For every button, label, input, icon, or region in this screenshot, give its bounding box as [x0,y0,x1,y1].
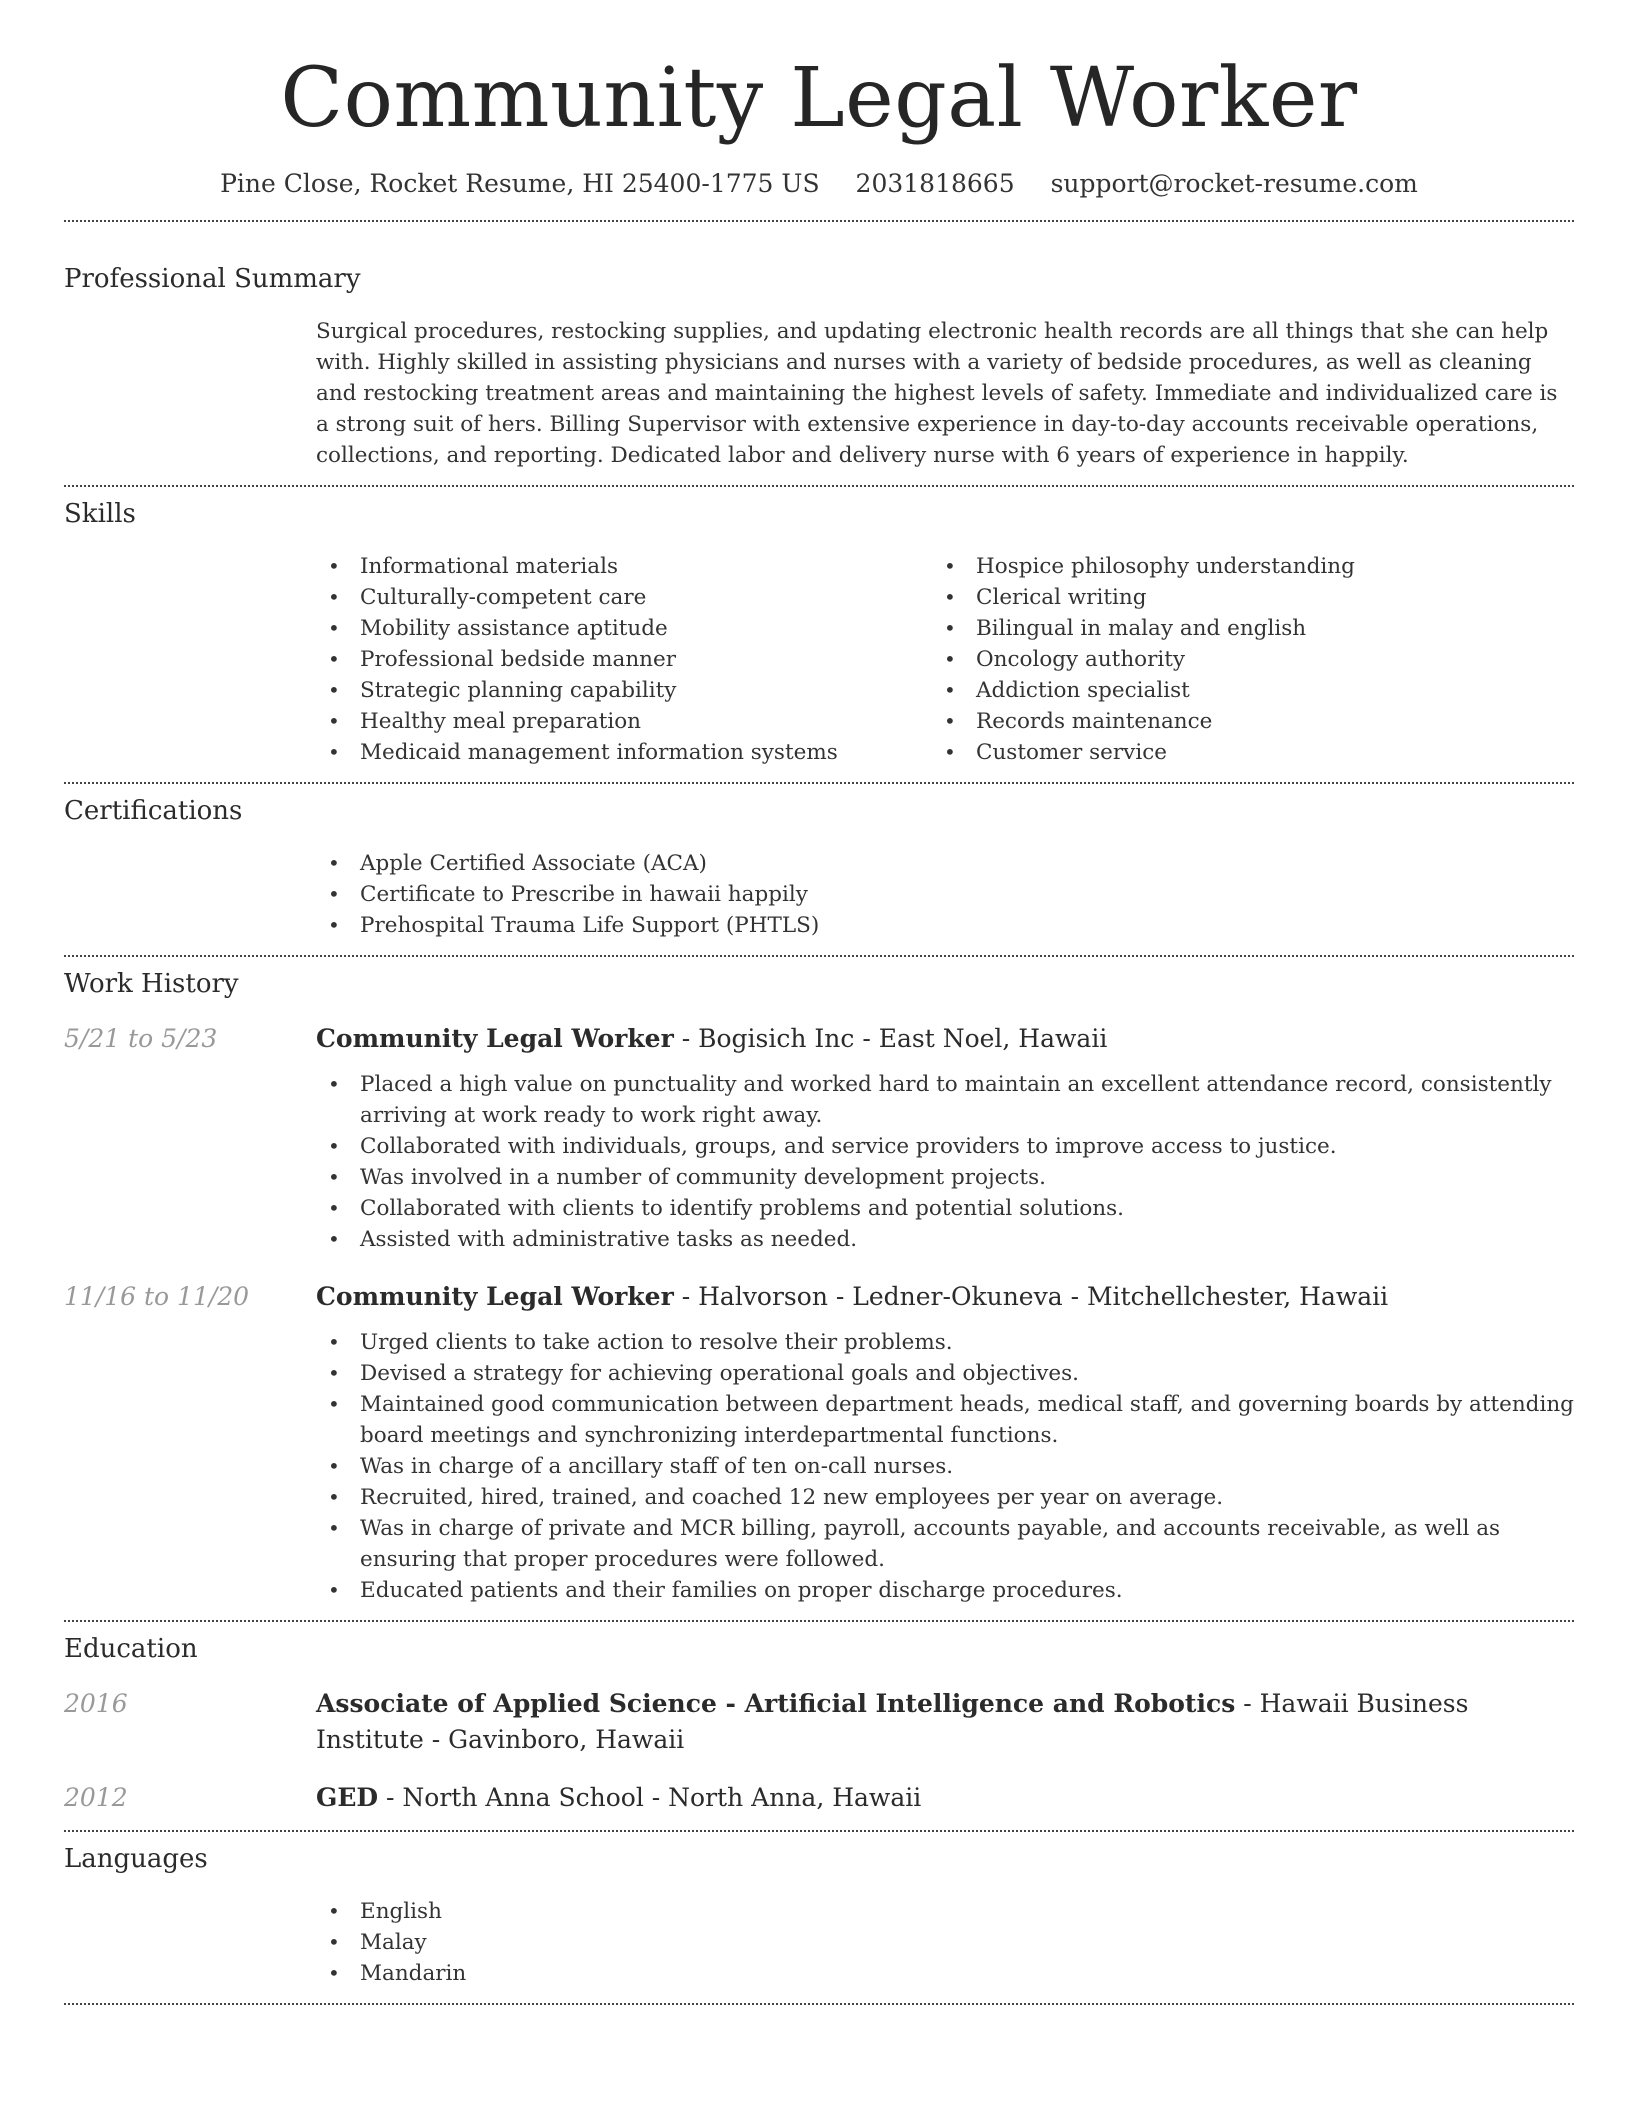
education-school-location: - Hawaii Business Institute - Gavinboro, Hawaii [316,1689,1469,1754]
education-title: Education [64,1634,198,1664]
job-heading [316,1021,1574,1057]
language-item: • Malay [316,1927,1574,1958]
certification-item: • Certificate to Prescribe in hawaii happily [316,879,1574,910]
summary-text: Surgical procedures, restocking supplies, and updating electronic health records are all things that she can help with. Highly skilled in assisting physicians and nurses with a variety of bedside procedures, as well as cleaning and restocking treatment areas and maintaining the highest levels of safety. Immediate and individualized care is a strong suit of hers. Billing Supervisor with extensive experience in day-to-day accounts receivable operations, collections, and reporting. Dedicated labor and delivery nurse with 6 years of experience in happily. [316,319,1558,468]
job-bullet: • Educated patients and their families on proper discharge procedures. [316,1575,1574,1606]
job-bullets [316,1069,1574,1255]
certifications-section [64,784,1574,955]
contact-address: Pine Close, Rocket Resume, HI 25400-1775 US [220,169,820,198]
summary-section [64,222,1574,485]
skills-section [64,487,1574,782]
skill-item: • Customer service [932,737,1548,768]
education-body [316,1780,1574,1816]
skills-grid [316,551,1574,768]
languages-section [64,1832,1574,2003]
job-dates: 5/21 to 5/23 [64,1024,218,1053]
education-degree: Associate of Applied Science - Artificial Intelligence and Robotics [316,1689,1236,1718]
job-body [316,1021,1574,1255]
contact-email: support@rocket-resume.com [1050,169,1418,198]
education-school-location: - North Anna School - North Anna, Hawaii [378,1783,922,1812]
skill-item: • Records maintenance [932,706,1548,737]
skill-item: • Bilingual in malay and english [932,613,1548,644]
job-dates: 11/16 to 11/20 [64,1282,250,1311]
job-title: Community Legal Worker [316,1024,674,1053]
skills-title: Skills [64,499,136,529]
education-heading [316,1686,1574,1758]
skill-item: • Clerical writing [932,582,1548,613]
skill-item: • Oncology authority [932,644,1548,675]
skill-item: • Hospice philosophy understanding [932,551,1548,582]
job-bullet: • Was involved in a number of community development projects. [316,1162,1574,1193]
skill-item: • Professional bedside manner [316,644,932,675]
job-bullet: • Was in charge of private and MCR billing, payroll, accounts payable, and accounts receivable, as well as ensuring that proper procedures were followed. [316,1513,1574,1575]
skill-item: • Medicaid management information systems [316,737,932,768]
certifications-title: Certifications [64,796,243,826]
job-bullet: • Maintained good communication between department heads, medical staff, and governing boards by attending board meetings and synchronizing interdepartmental functions. [316,1389,1574,1451]
summary-title: Professional Summary [64,264,361,294]
skill-item: • Informational materials [316,551,932,582]
skills-list-right [932,551,1548,768]
certifications-list [316,848,1574,941]
job-entry [64,1279,1574,1606]
jobs-list [64,1021,1574,1606]
education-year: 2012 [64,1783,128,1812]
language-item: • English [316,1896,1574,1927]
skill-item: • Strategic planning capability [316,675,932,706]
languages-title: Languages [64,1844,208,1874]
job-heading [316,1279,1574,1315]
languages-list [316,1896,1574,1989]
education-heading [316,1780,1574,1816]
work-title: Work History [64,969,239,999]
job-bullet: • Urged clients to take action to resolve their problems. [316,1327,1574,1358]
job-bullets [316,1327,1574,1606]
education-section [64,1622,1574,1830]
skill-item: • Healthy meal preparation [316,706,932,737]
job-employer-location: - Halvorson - Ledner-Okuneva - Mitchellchester, Hawaii [673,1282,1389,1311]
skill-item: • Addiction specialist [932,675,1548,706]
certification-item: • Prehospital Trauma Life Support (PHTLS) [316,910,1574,941]
education-year: 2016 [64,1689,128,1718]
education-degree: GED [316,1783,379,1812]
job-entry [64,1021,1574,1255]
job-bullet: • Placed a high value on punctuality and worked hard to maintain an excellent attendance record, consistently arriving at work ready to work right away. [316,1069,1574,1131]
contact-line [64,164,1574,220]
job-bullet: • Collaborated with clients to identify problems and potential solutions. [316,1193,1574,1224]
job-bullet: • Collaborated with individuals, groups, and service providers to improve access to justice. [316,1131,1574,1162]
education-entry [64,1780,1574,1816]
skill-item: • Culturally-competent care [316,582,932,613]
job-bullet: • Was in charge of a ancillary staff of ten on-call nurses. [316,1451,1574,1482]
job-bullet: • Devised a strategy for achieving operational goals and objectives. [316,1358,1574,1389]
resume-name: Community Legal Worker [280,51,1358,146]
skills-list-left [316,551,932,768]
job-bullet: • Recruited, hired, trained, and coached 12 new employees per year on average. [316,1482,1574,1513]
skill-item: • Mobility assistance aptitude [316,613,932,644]
resume-page [64,0,1574,2005]
work-section [64,957,1574,1620]
job-bullet: • Assisted with administrative tasks as needed. [316,1224,1574,1255]
education-entry [64,1686,1574,1758]
certification-item: • Apple Certified Associate (ACA) [316,848,1574,879]
divider [64,2003,1574,2005]
language-item: • Mandarin [316,1958,1574,1989]
job-employer-location: - Bogisich Inc - East Noel, Hawaii [673,1024,1108,1053]
job-title: Community Legal Worker [316,1282,674,1311]
contact-phone: 2031818665 [855,169,1015,198]
job-body [316,1279,1574,1606]
education-body [316,1686,1574,1758]
education-list [64,1686,1574,1816]
